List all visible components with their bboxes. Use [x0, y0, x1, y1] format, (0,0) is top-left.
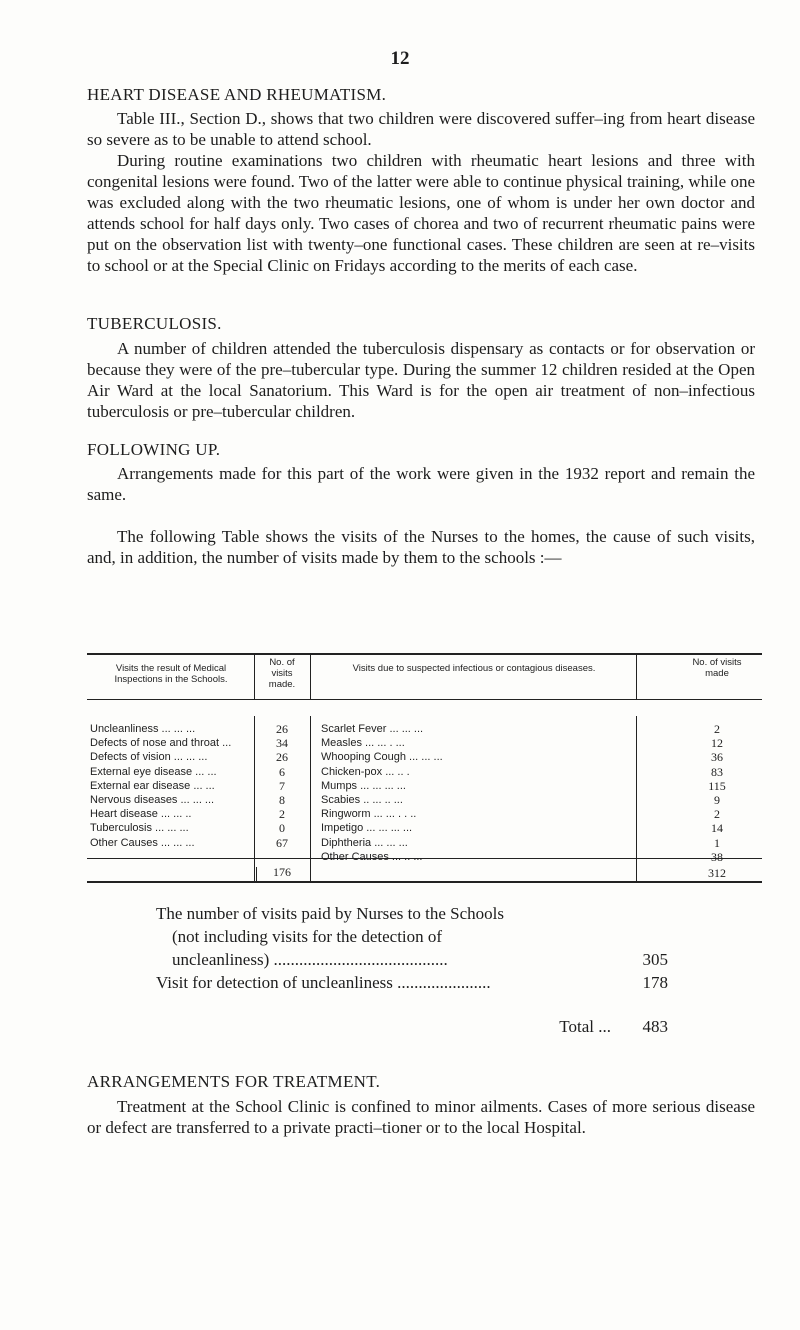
heart-disease-heading: HEART DISEASE AND RHEUMATISM.: [87, 85, 387, 104]
infectious-row-label: Chicken-pox ... .. .: [321, 765, 410, 778]
infectious-row-value: 9: [714, 793, 720, 807]
table-bottom-rule: [87, 881, 762, 883]
infectious-row-value: 14: [711, 821, 723, 836]
summary-label: Visit for detection of uncleanliness ......................: [156, 973, 491, 992]
column-divider: [256, 867, 257, 881]
summary-line: The number of visits paid by Nurses to the Schools: [156, 904, 504, 923]
header-visits-made-right: No. of visits made: [692, 657, 742, 679]
infectious-row-value: 12: [711, 736, 723, 751]
inspection-row-label: Nervous diseases ... ... ...: [90, 794, 215, 806]
column-divider: [254, 716, 255, 881]
inspection-row-value: 8: [279, 793, 285, 807]
infectious-row-value: 36: [711, 750, 723, 765]
infectious-row-label: Impetigo ... ... ... ...: [321, 822, 413, 835]
infectious-row-label: Scarlet Fever ... ... ...: [321, 723, 424, 735]
infectious-row-label: Other Causes ... .. ...: [321, 850, 423, 863]
school-visits-summary: [156, 902, 678, 1038]
inspection-row-value: 34: [276, 736, 288, 751]
header-infectious: Visits due to suspected infectious or contagious diseases.: [352, 663, 596, 674]
tuberculosis-paragraph: A number of children attended the tuberculosis dispensary as contacts or for observation or because they were of the pre–tubercular type. During the summer 12 children resided at the Open Air Ward at the local Sanatorium. This Ward is for the open air treatment of non–infectious tuberculosis or pre–tubercular children.: [87, 339, 755, 421]
infectious-row-value: 115: [708, 778, 726, 793]
table-total-rule: [87, 858, 762, 859]
summary-value: 305: [642, 950, 668, 969]
inspection-row-label: Defects of nose and throat ...: [90, 737, 232, 750]
infectious-row-label: Whooping Cough ... ... ...: [321, 751, 443, 764]
page-number: 12: [390, 48, 410, 69]
inspection-row-label: Uncleanliness ... ... ...: [90, 723, 196, 735]
infectious-row-label: Diphtheria ... ... ...: [321, 836, 408, 849]
inspection-row-label: Other Causes ... ... ...: [90, 836, 195, 849]
infectious-row-value: 38: [711, 849, 723, 864]
nurse-visits-table: [87, 653, 762, 884]
summary-total-value: 483: [642, 1017, 668, 1036]
inspection-row-value: 7: [279, 778, 285, 793]
infectious-row-label: Mumps ... ... ... ...: [321, 779, 406, 792]
table-header-rule: [87, 699, 762, 700]
heart-disease-paragraph-1: Table III., Section D., shows that two children were discovered suffer–ing from heart disease so severe as to be unable to attend school.: [87, 109, 755, 149]
following-up-heading: FOLLOWING UP.: [87, 440, 221, 459]
header-inspections: Visits the result of Medical Inspections in the Schools.: [114, 663, 228, 685]
inspection-row-label: External eye disease ... ...: [90, 765, 217, 778]
inspection-row-label: Heart disease ... ... ..: [90, 808, 192, 821]
summary-detection-line: [156, 971, 678, 994]
summary-total-label: Total ...: [559, 1017, 611, 1036]
left-total: 176: [273, 865, 291, 879]
infectious-row-value: 2: [714, 722, 720, 736]
column-divider: [254, 653, 255, 699]
infectious-row-value: 83: [711, 764, 723, 779]
infectious-row-label: Scabies .. ... .. ...: [321, 794, 403, 806]
summary-total-line: [156, 1015, 678, 1038]
inspection-row-label: External ear disease ... ...: [90, 779, 215, 792]
heart-disease-paragraph-2: During routine examinations two children with rheumatic heart lesions and three with congenital lesions were found. Two of the latter were able to continue physical training, while one was excluded along with the two rheumatic lesions, one of whom is under her own doctor and attends school for half days only. Two cases of chorea and two of recurrent rheumatic pains were put on the observation list with twenty–one functional cases. These children are seen at re–visits to school or at the Special Clinic on Fridays according to the merits of each case.: [87, 151, 755, 275]
right-total: 312: [708, 866, 726, 880]
infectious-row-value: 2: [714, 807, 720, 822]
inspection-row-label: Tuberculosis ... ... ...: [90, 822, 189, 835]
inspection-row-value: 26: [276, 750, 288, 765]
following-up-paragraph-1: Arrangements made for this part of the work were given in the 1932 report and remain the same.: [87, 464, 755, 504]
inspection-row-value: 2: [279, 807, 285, 822]
inspection-row-label: Defects of vision ... ... ...: [90, 751, 208, 764]
column-divider: [310, 653, 311, 699]
arrangements-paragraph: Treatment at the School Clinic is confined to minor ailments. Cases of more serious disease or defect are transferred to a private practi–tioner or to the local Hospital.: [87, 1097, 755, 1137]
summary-line: (not including visits for the detection of: [172, 927, 443, 946]
following-up-paragraph-2: The following Table shows the visits of the Nurses to the homes, the cause of such visits, and, in addition, the number of visits made by them to the schools :—: [87, 527, 755, 567]
column-divider: [636, 653, 637, 699]
inspection-row-value: 0: [279, 821, 285, 836]
inspection-row-value: 6: [279, 764, 285, 779]
summary-uncleanliness-line: [156, 948, 678, 971]
summary-label: uncleanliness) .........................................: [172, 950, 448, 969]
column-divider: [636, 716, 637, 881]
column-divider: [310, 716, 311, 881]
inspection-row-value: 26: [276, 722, 288, 736]
header-visits-made-left: No. of visits made.: [268, 657, 296, 690]
infectious-row-label: Measles ... ... . ...: [321, 737, 405, 750]
infectious-row-value: 1: [714, 835, 720, 850]
arrangements-heading: ARRANGEMENTS FOR TREATMENT.: [87, 1072, 381, 1091]
infectious-row-label: Ringworm ... ... . . ..: [321, 808, 417, 821]
tuberculosis-heading: TUBERCULOSIS.: [87, 314, 222, 333]
inspection-row-value: 67: [276, 835, 288, 850]
table-top-rule: [87, 653, 762, 655]
summary-value: 178: [642, 973, 668, 992]
